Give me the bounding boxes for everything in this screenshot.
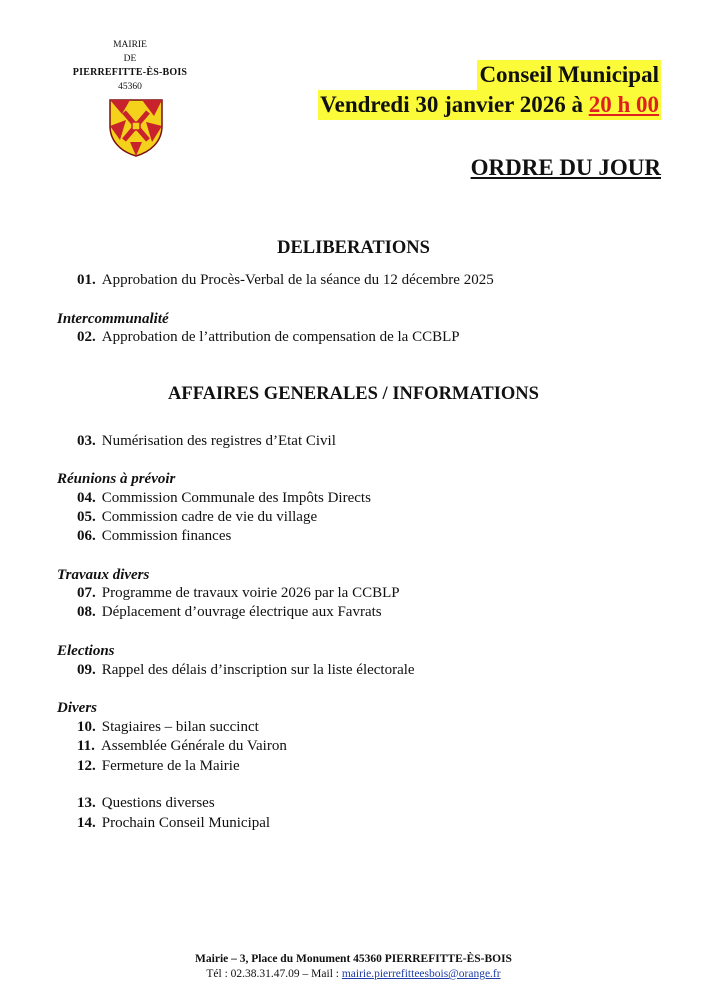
category-divers: Divers <box>57 700 97 716</box>
agenda-item: 04. Commission Communale des Impôts Directs <box>77 490 371 506</box>
footer-email-link[interactable]: mairie.pierrefitteesbois@orange.fr <box>341 968 501 980</box>
category-intercommunalite: Intercommunalité <box>57 311 169 327</box>
footer <box>0 952 707 982</box>
agenda-item: 08. Déplacement d’ouvrage électrique aux Favrats <box>77 604 382 620</box>
de-label: DE <box>123 54 137 64</box>
meeting-title <box>318 60 661 120</box>
meeting-date <box>318 90 661 120</box>
section-deliberations: DELIBERATIONS <box>277 238 430 258</box>
coat-of-arms-icon <box>106 96 166 158</box>
category-elections: Elections <box>57 643 115 659</box>
agenda-item: 03. Numérisation des registres d’Etat Civil <box>77 433 336 449</box>
agenda-item: 14. Prochain Conseil Municipal <box>77 815 271 831</box>
category-reunions: Réunions à prévoir <box>57 471 176 487</box>
agenda-item: 06. Commission finances <box>77 528 232 544</box>
section-affaires-generales: AFFAIRES GENERALES / INFORMATIONS <box>168 384 539 404</box>
mairie-label: MAIRIE <box>113 40 147 50</box>
agenda-item: 10. Stagiaires – bilan succinct <box>77 719 259 735</box>
agenda-item: 09. Rappel des délais d’inscription sur la liste électorale <box>77 662 415 678</box>
agenda-item: 02. Approbation de l’attribution de compensation de la CCBLP <box>77 329 460 345</box>
agenda-item: 13. Questions diverses <box>77 795 215 811</box>
agenda-item: 12. Fermeture de la Mairie <box>77 758 240 774</box>
footer-contact <box>0 967 707 982</box>
meeting-date-text: Vendredi 30 janvier 2026 à <box>320 92 589 117</box>
category-travaux: Travaux divers <box>57 567 150 583</box>
footer-tel: Tél : 02.38.31.47.09 – Mail : <box>206 968 342 980</box>
agenda-item: 11. Assemblée Générale du Vairon <box>77 738 287 754</box>
ordre-du-jour-heading: ORDRE DU JOUR <box>470 155 661 180</box>
agenda-item: 01. Approbation du Procès-Verbal de la séance du 12 décembre 2025 <box>77 272 494 288</box>
town-name: PIERREFITTE-ÈS-BOIS <box>72 67 188 78</box>
agenda-item: 05. Commission cadre de vie du village <box>77 509 318 525</box>
meeting-time: 20 h 00 <box>588 92 659 117</box>
agenda-item: 07. Programme de travaux voirie 2026 par la CCBLP <box>77 585 400 601</box>
conseil-municipal-title: Conseil Municipal <box>477 60 661 90</box>
footer-address: Mairie – 3, Place du Monument 45360 PIERREFITTE-ÈS-BOIS <box>195 953 512 965</box>
postcode: 45360 <box>118 82 142 92</box>
mairie-header <box>40 38 220 94</box>
